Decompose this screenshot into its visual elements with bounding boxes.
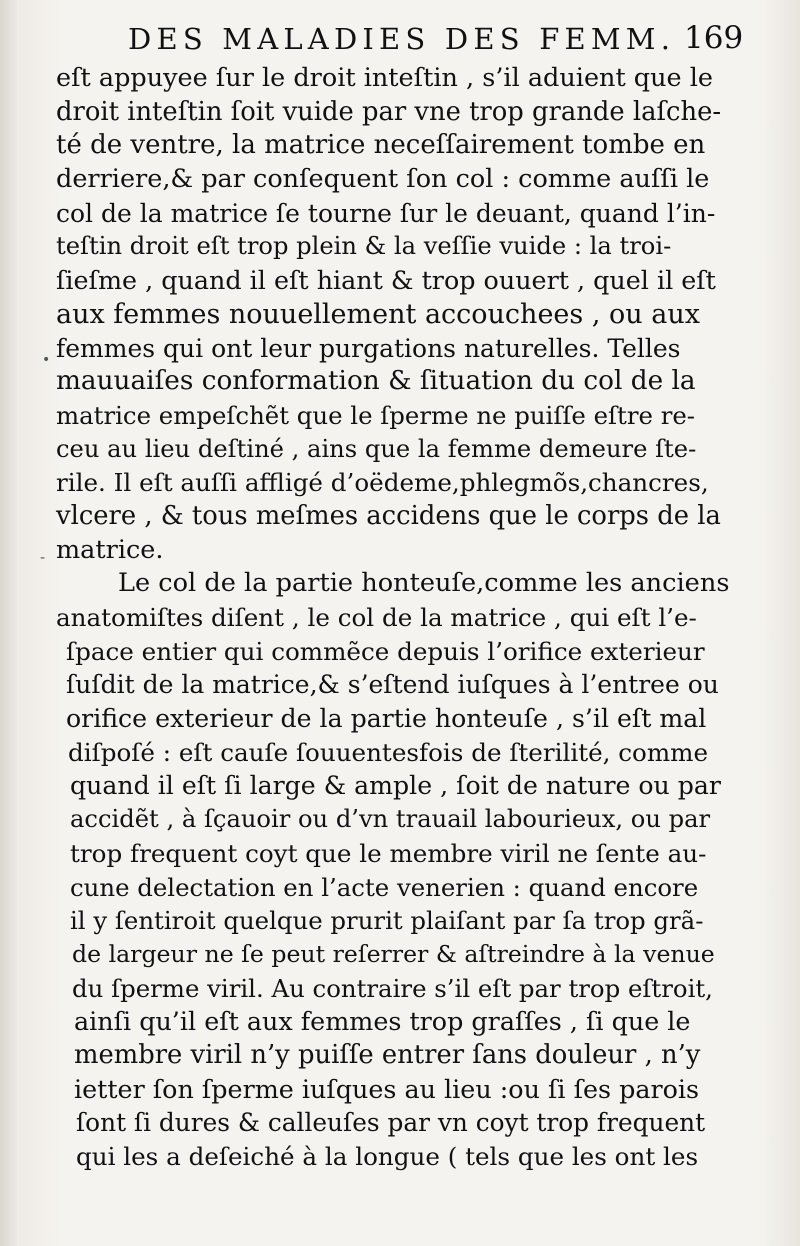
text-line: teſtin droit eſt trop plein & la veſſie vuide : la troi-: [56, 232, 672, 261]
text-line: col de la matrice ſe tourne ſur le deuant, quand l’in-: [56, 198, 716, 228]
text-line: rile. Il eſt auſſi affligé d’oëdeme,phlegmõs,chancres,: [56, 468, 709, 498]
text-line: ainſi qu’il eſt aux femmes trop graſſes , ſi que le: [74, 1006, 691, 1037]
text-line: il y ſentiroit quelque prurit plaiſant par ſa trop grã-: [70, 906, 704, 936]
text-line: vlcere , & tous meſmes accidens que le corps de la: [56, 500, 721, 531]
text-line: de largeur ne ſe peut reſerrer & aſtreindre à la venue: [72, 939, 715, 968]
text-line: ſpace entier qui commẽce depuis l’orifice exterieur: [66, 636, 705, 666]
text-line: mauuaiſes conformation & ſituation du col de la: [56, 366, 696, 397]
text-line: ſieſme , quand il eſt hiant & trop ouuert , quel il eſt: [56, 265, 716, 296]
text-line: anatomiſtes diſent , le col de la matrice , qui eſt l’e-: [56, 603, 697, 632]
page-number: 169: [684, 20, 744, 56]
text-line: ietter ſon ſperme iuſques au lieu :ou ſi ſes parois: [74, 1073, 700, 1104]
text-line: matrice.: [56, 534, 164, 565]
text-line: membre viril n’y puiſſe entrer ſans douleur , n’y: [74, 1039, 701, 1070]
text-line: cune delectation en l’acte venerien : quand encore: [70, 872, 699, 902]
text-line: ſont ſi dures & calleuſes par vn coyt trop frequent: [76, 1108, 706, 1138]
text-line: ceu au lieu deſtiné , ains que la femme demeure ſte-: [56, 434, 697, 463]
text-line: droit inteſtin ſoit vuide par vne trop grande laſche-: [56, 96, 722, 127]
page-header: [0, 18, 800, 58]
text-line: Le col de la partie honteuſe,comme les anciens: [118, 568, 730, 599]
text-line: accidẽt , à ſçauoir ou d’vn trauail labourieux, ou par: [70, 805, 711, 834]
margin-mark: -: [40, 550, 46, 566]
text-line: derriere,& par conſequent ſon col : comme auſſi le: [56, 164, 710, 195]
text-line: trop frequent coyt que le membre viril ne ſente au-: [70, 838, 707, 868]
text-line: matrice empeſchẽt que le ſperme ne puiſſe eſtre re-: [56, 400, 696, 430]
text-line: eſt appuyee ſur le droit inteſtin , s’il aduient que le: [56, 63, 713, 93]
text-line: du ſperme viril. Au contraire s’il eſt par trop eſtroit,: [72, 973, 713, 1003]
text-line: ſuſdit de la matrice,& s’eſtend iuſques à l’entree ou: [66, 670, 719, 700]
text-line: qui les a deſeiché à la longue ( tels que les ont les: [76, 1142, 699, 1171]
body-text: [56, 62, 746, 1174]
text-line: femmes qui ont leur purgations naturelles. Telles: [56, 333, 681, 363]
margin-mark: •: [42, 352, 51, 368]
running-head: DES MALADIES DES FEMM.: [128, 22, 676, 56]
text-line: té de ventre, la matrice neceſſairement tombe en: [56, 130, 706, 161]
text-line: diſpoſé : eſt cauſe ſouuentesfois de ſterilité, comme: [68, 737, 709, 767]
text-line: aux femmes nouuellement accouchees , ou aux: [56, 298, 700, 330]
text-line: quand il eſt ſi large & ample , ſoit de nature ou par: [70, 771, 721, 801]
text-line: orifice exterieur de la partie honteuſe , s’il eſt mal: [66, 704, 707, 734]
